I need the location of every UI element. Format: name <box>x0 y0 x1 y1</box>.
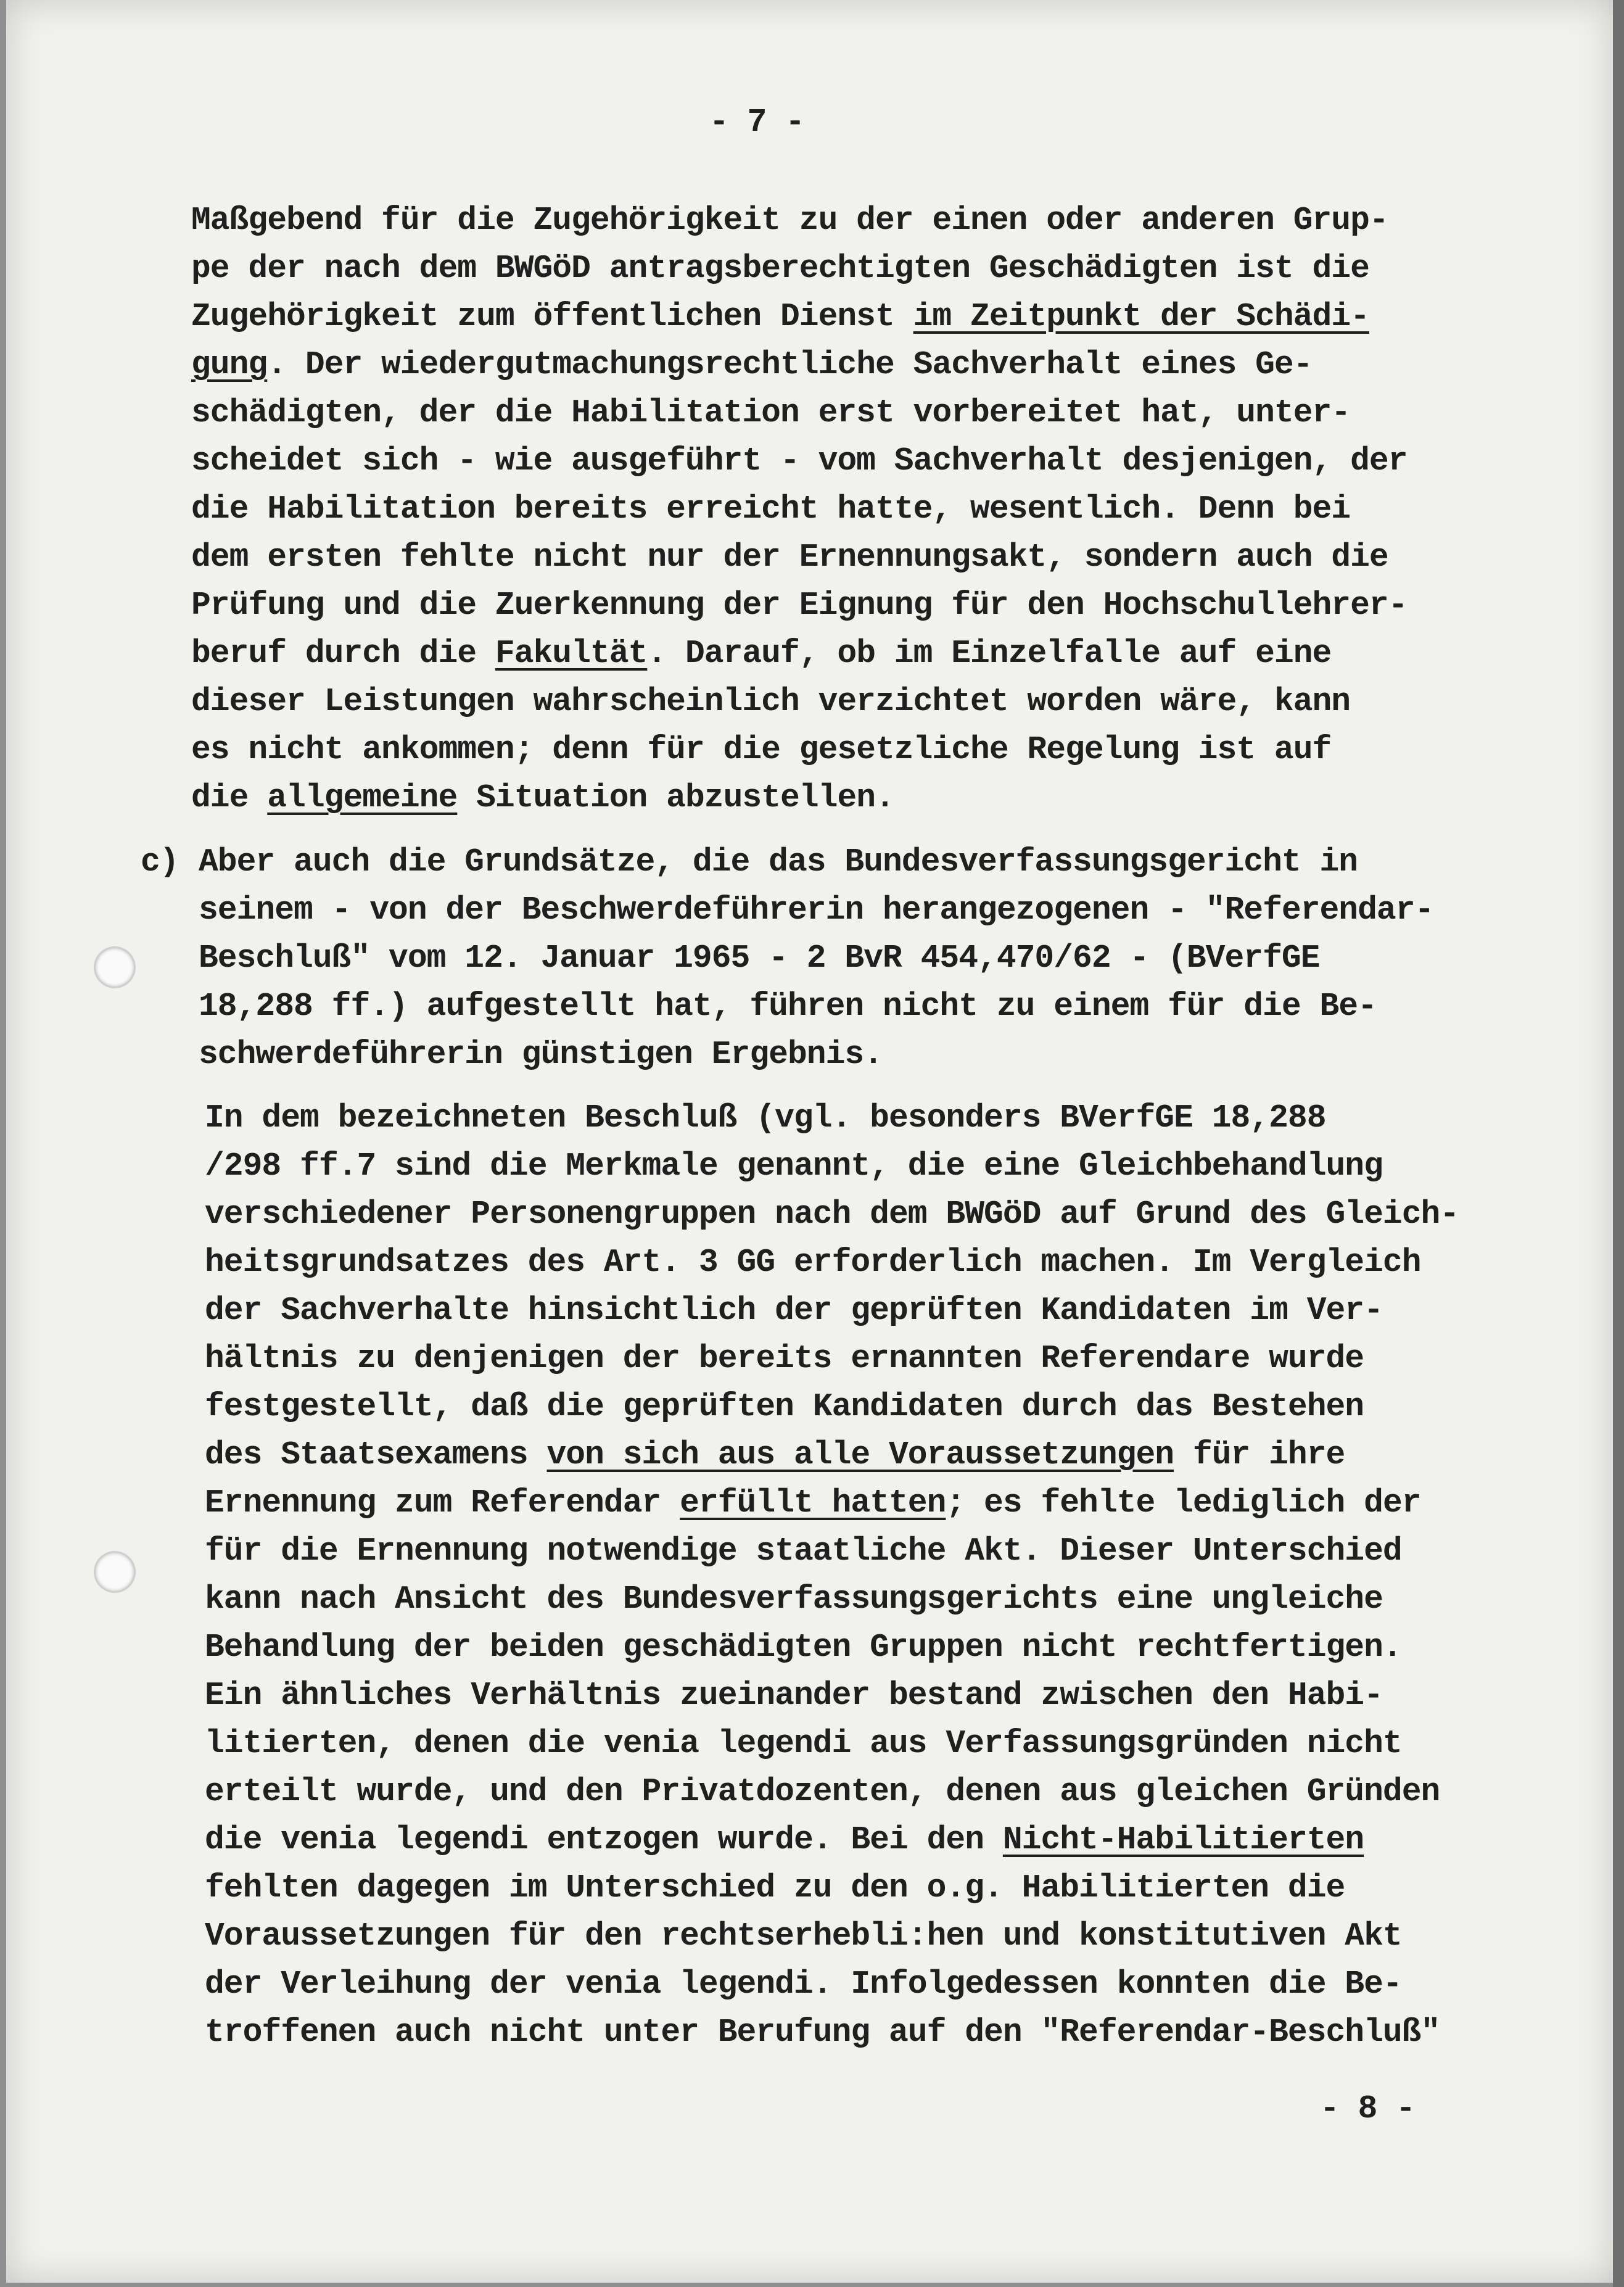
underlined-phrase: erfüllt hatten <box>680 1484 946 1521</box>
text-line: pe der nach dem BWGöD antragsberechtigten Geschädigten ist die <box>191 250 1369 287</box>
text-line: Ernennung zum Referendar erfüllt hatten; es fehlte lediglich der <box>205 1484 1421 1521</box>
text-line: beruf durch die Fakultät. Darauf, ob im Einzelfalle auf eine <box>191 635 1332 672</box>
text-line: gung. Der wiedergutmachungsrechtliche Sachverhalt eines Ge- <box>191 346 1313 383</box>
text-line: die allgemeine Situation abzustellen. <box>191 779 894 816</box>
text-line: Aber auch die Grundsätze, die das Bundesverfassungsgericht in <box>199 843 1358 880</box>
text-line: schwerdeführerin günstigen Ergebnis. <box>199 1036 883 1073</box>
text-line: scheidet sich - wie ausgeführt - vom Sachverhalt desjenigen, der <box>191 442 1408 479</box>
page-number: - 7 - <box>709 104 805 141</box>
text-line: schädigten, der die Habilitation erst vorbereitet hat, unter- <box>191 394 1351 431</box>
text-line: seinem - von der Beschwerdeführerin herangezogenen - "Referendar- <box>199 891 1434 928</box>
text-line: Behandlung der beiden geschädigten Gruppen nicht rechtfertigen. <box>205 1629 1402 1666</box>
text-line: Zugehörigkeit zum öffentlichen Dienst im Zeitpunkt der Schädi- <box>191 298 1369 335</box>
text-line: Beschluß" vom 12. Januar 1965 - 2 BvR 454,470/62 - (BVerfGE <box>199 940 1320 977</box>
underlined-phrase: gung <box>191 346 268 383</box>
text-line: Prüfung und die Zuerkennung der Eignung für den Hochschullehrer- <box>191 587 1408 624</box>
text-line: litierten, denen die venia legendi aus Verfassungsgründen nicht <box>205 1725 1402 1762</box>
text-line: heitsgrundsatzes des Art. 3 GG erforderlich machen. Im Vergleich <box>205 1244 1421 1281</box>
text-line: der Sachverhalte hinsichtlich der geprüften Kandidaten im Ver- <box>205 1292 1383 1329</box>
text-line: 18,288 ff.) aufgestellt hat, führen nicht zu einem für die Be- <box>199 988 1377 1025</box>
paragraph-1 <box>191 196 1408 822</box>
underlined-phrase: Fakultät <box>495 635 648 672</box>
text-line: verschiedener Personengruppen nach dem BWGöD auf Grund des Gleich- <box>205 1196 1459 1233</box>
text-line: für die Ernennung notwendige staatliche Akt. Dieser Unterschied <box>205 1532 1402 1569</box>
text-line: fehlten dagegen im Unterschied zu den o.g. Habilitierten die <box>205 1869 1345 1906</box>
text-line: erteilt wurde, und den Privatdozenten, denen aus gleichen Gründen <box>205 1773 1440 1810</box>
punch-hole <box>96 1553 134 1591</box>
text-line: kann nach Ansicht des Bundesverfassungsgerichts eine ungleiche <box>205 1581 1383 1618</box>
underlined-phrase: von sich aus alle Voraussetzungen <box>546 1436 1174 1473</box>
text-line: die Habilitation bereits erreicht hatte, wesentlich. Denn bei <box>191 490 1351 527</box>
text-line: die venia legendi entzogen wurde. Bei den Nicht-Habilitierten <box>205 1821 1364 1858</box>
text-line: dem ersten fehlte nicht nur der Ernennungsakt, sondern auch die <box>191 539 1388 576</box>
list-marker-c: c) <box>141 843 179 880</box>
punch-hole <box>96 948 134 986</box>
document-page <box>6 0 1613 2283</box>
underlined-phrase: allgemeine <box>267 779 458 816</box>
scan-edge-shadow <box>1613 0 1624 2287</box>
text-line: dieser Leistungen wahrscheinlich verzichtet worden wäre, kann <box>191 683 1351 720</box>
text-line: es nicht ankommen; denn für die gesetzliche Regelung ist auf <box>191 731 1332 768</box>
text-line: /298 ff.7 sind die Merkmale genannt, die eine Gleichbehandlung <box>205 1148 1383 1185</box>
text-line: der Verleihung der venia legendi. Infolgedessen konnten die Be- <box>205 1966 1402 2003</box>
text-line: festgestellt, daß die geprüften Kandidaten durch das Bestehen <box>205 1388 1364 1425</box>
paragraph-c <box>199 838 1433 1078</box>
paragraph-3 <box>205 1094 1459 2056</box>
underlined-phrase: im Zeitpunkt der Schädi- <box>913 298 1369 335</box>
text-line: Ein ähnliches Verhältnis zueinander bestand zwischen den Habi- <box>205 1677 1383 1714</box>
next-page-marker: - 8 - <box>1320 2090 1416 2127</box>
text-line: Voraussetzungen für den rechtserhebli:hen und konstitutiven Akt <box>205 1917 1402 1954</box>
text-line: hältnis zu denjenigen der bereits ernannten Referendare wurde <box>205 1340 1364 1377</box>
text-line: des Staatsexamens von sich aus alle Voraussetzungen für ihre <box>205 1436 1345 1473</box>
text-line: troffenen auch nicht unter Berufung auf den "Referendar-Beschluß" <box>205 2014 1440 2051</box>
underlined-phrase: Nicht-Habilitierten <box>1002 1821 1364 1858</box>
text-line: In dem bezeichneten Beschluß (vgl. besonders BVerfGE 18,288 <box>205 1099 1326 1136</box>
text-line: Maßgebend für die Zugehörigkeit zu der einen oder anderen Grup- <box>191 202 1388 239</box>
